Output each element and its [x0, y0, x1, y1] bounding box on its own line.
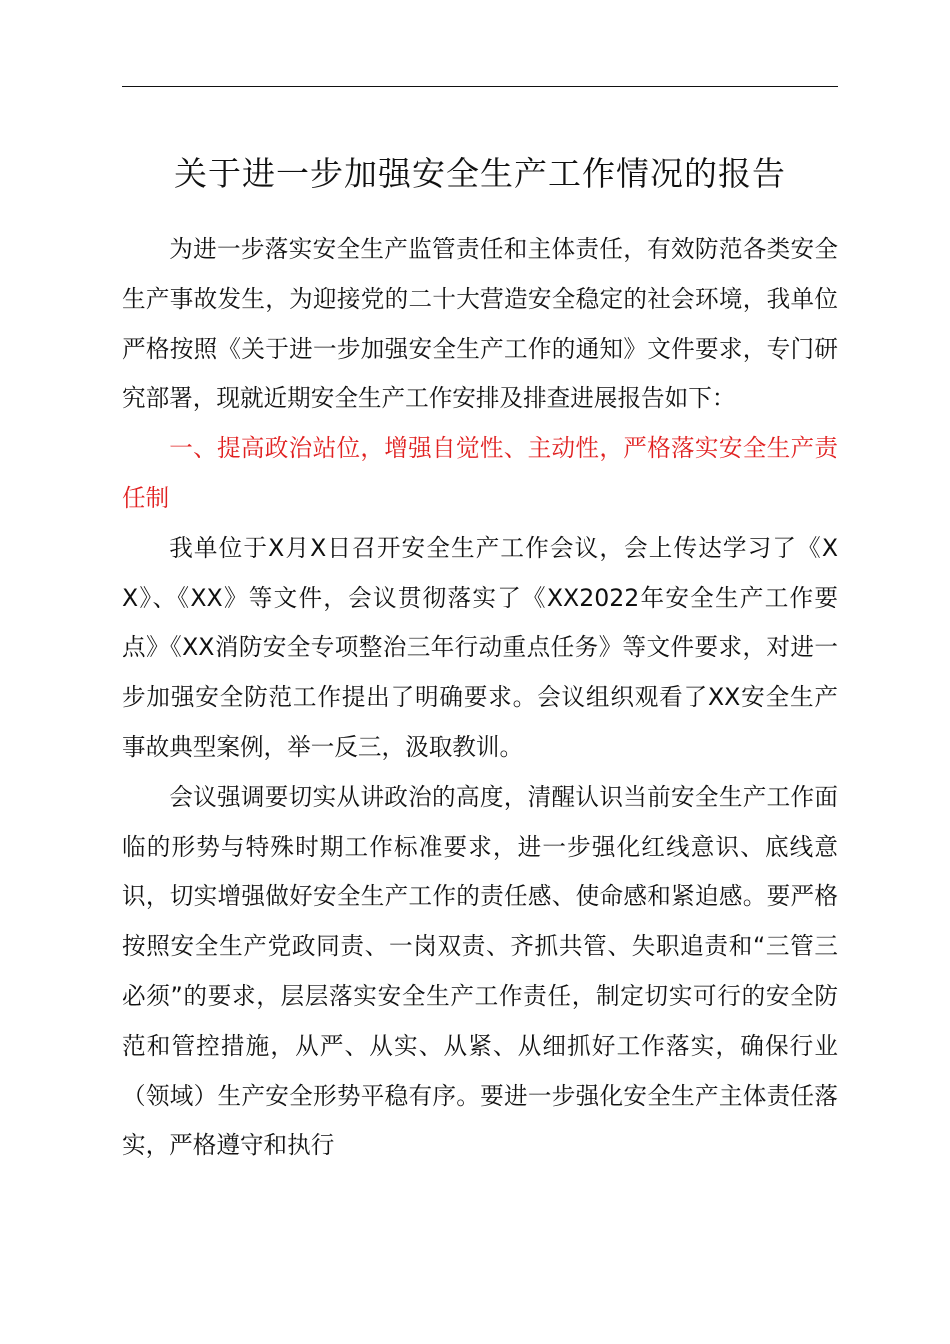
document-body [122, 225, 838, 1171]
header-rule [122, 86, 838, 87]
section-heading-1: 一、提高政治站位，增强自觉性、主动性，严格落实安全生产责任制 [122, 434, 838, 512]
meeting-paragraph: 我单位于X月X日召开安全生产工作会议，会上传达学习了《XX》、《XX》等文件，会议贯彻落实了《XX2022年安全生产工作要点》《XX消防安全专项整治三年行动重点任务》等文件要求，对进一步加强安全防范工作提出了明确要求。会议组织观看了XX安全生产事故典型案例，举一反三，汲取教训。 [122, 533, 838, 761]
document-title: 关于进一步加强安全生产工作情况的报告 [174, 154, 786, 193]
emphasis-paragraph: 会议强调要切实从讲政治的高度，清醒认识当前安全生产工作面临的形势与特殊时期工作标准要求，进一步强化红线意识、底线意识，切实增强做好安全生产工作的责任感、使命感和紧迫感。要严格按照安全生产党政同责、一岗双责、齐抓共管、失职追责和“三管三必须”的要求，层层落实安全生产工作责任，制定切实可行的安全防范和管控措施，从严、从实、从紧、从细抓好工作落实，确保行业（领域）生产安全形势平稳有序。要进一步强化安全生产主体责任落实，严格遵守和执行 [122, 782, 838, 1160]
intro-paragraph: 为进一步落实安全生产监管责任和主体责任，有效防范各类安全生产事故发生，为迎接党的二十大营造安全稳定的社会环境，我单位严格按照《关于进一步加强安全生产工作的通知》文件要求，专门研究部署，现就近期安全生产工作安排及排查进展报告如下： [122, 235, 838, 413]
